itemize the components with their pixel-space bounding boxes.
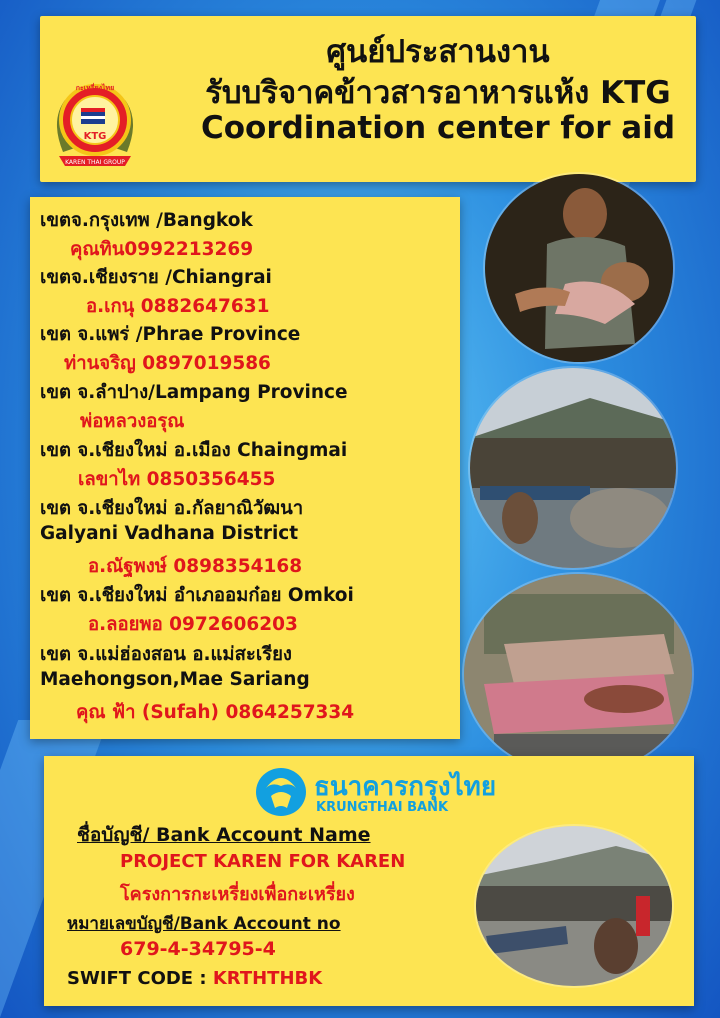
photo-crowd-at-river xyxy=(468,366,678,570)
photo-injured-people xyxy=(462,572,694,776)
contact-person: อ.เกนุ 0882647631 xyxy=(86,296,270,317)
contact-region-en: Galyani Vadhana District xyxy=(40,523,299,544)
contact-region: เขต จ.ลำปาง/Lampang Province xyxy=(40,382,348,403)
contact-person: เลขาไท 0850356455 xyxy=(78,469,276,490)
photo-boats-riverbank xyxy=(474,824,674,988)
contact-region: เขต จ.แพร่ /Phrae Province xyxy=(40,324,301,345)
header-panel xyxy=(40,16,696,182)
contacts-panel xyxy=(30,197,460,739)
photo-man-carrying-child xyxy=(483,172,675,364)
ktg-logo xyxy=(45,60,145,172)
contact-person: พ่อหลวงอรุณ xyxy=(80,411,185,432)
bank-panel xyxy=(44,756,694,1006)
contact-region: เขตจ.กรุงเทพ /Bangkok xyxy=(40,210,253,231)
contact-region: เขต จ.เชียงใหม่ อำเภออมก๋อย Omkoi xyxy=(40,585,354,606)
swift-code: KRTHTHBK xyxy=(212,968,323,989)
swift-label: SWIFT CODE : xyxy=(67,968,213,989)
account-name-th: โครงการกะเหรี่ยงเพื่อกะเหรี่ยง xyxy=(120,884,355,905)
contact-region: เขต จ.เชียงใหม่ อ.เมือง Chaingmai xyxy=(40,440,348,461)
contact-person: คุณทิน0992213269 xyxy=(70,239,254,260)
bank-name-th: ธนาคารกรุงไทย xyxy=(314,772,497,802)
photo-image xyxy=(464,574,692,774)
title-line-2: รับบริจาคข้าวสารอาหารแห้ง KTG xyxy=(205,75,671,111)
account-name-en: PROJECT KAREN FOR KAREN xyxy=(120,851,406,872)
photo-image xyxy=(470,368,676,568)
contact-region: เขต จ.เชียงใหม่ อ.กัลยาณิวัฒนา xyxy=(40,498,304,519)
logo-top-text: กะเหรี่ยงไทย xyxy=(75,84,115,92)
account-name-label: ชื่อบัญชี/ Bank Account Name xyxy=(77,824,371,846)
account-no-label: หมายเลขบัญชี/Bank Account no xyxy=(67,914,341,934)
title-line-1: ศูนย์ประสานงาน xyxy=(326,34,550,70)
krungthai-bird-icon xyxy=(254,766,308,818)
swift-code-row xyxy=(67,968,322,989)
contact-person: ท่านจริญ 0897019586 xyxy=(64,353,271,374)
photo-image xyxy=(485,174,673,362)
contact-person: อ.ลอยพอ 0972606203 xyxy=(88,614,298,635)
photo-image xyxy=(476,826,672,986)
contact-person: คุณ ฟ้า (Sufah) 0864257334 xyxy=(76,702,355,723)
account-number: 679-4-34795-4 xyxy=(120,938,276,960)
logo-ribbon-text: KAREN THAI GROUP xyxy=(65,159,125,166)
contact-person: อ.ณัฐพงษ์ 0898354168 xyxy=(88,556,303,577)
logo-center-text: KTG xyxy=(83,131,107,142)
bank-name-en: KRUNGTHAI BANK xyxy=(316,800,449,815)
contact-region-en: Maehongson,Mae Sariang xyxy=(40,669,310,690)
contact-region: เขต จ.แม่ฮ่องสอน อ.แม่สะเรียง xyxy=(40,644,292,665)
title-line-3: Coordination center for aid xyxy=(200,110,676,146)
contact-region: เขตจ.เชียงราย /Chiangrai xyxy=(40,267,272,288)
